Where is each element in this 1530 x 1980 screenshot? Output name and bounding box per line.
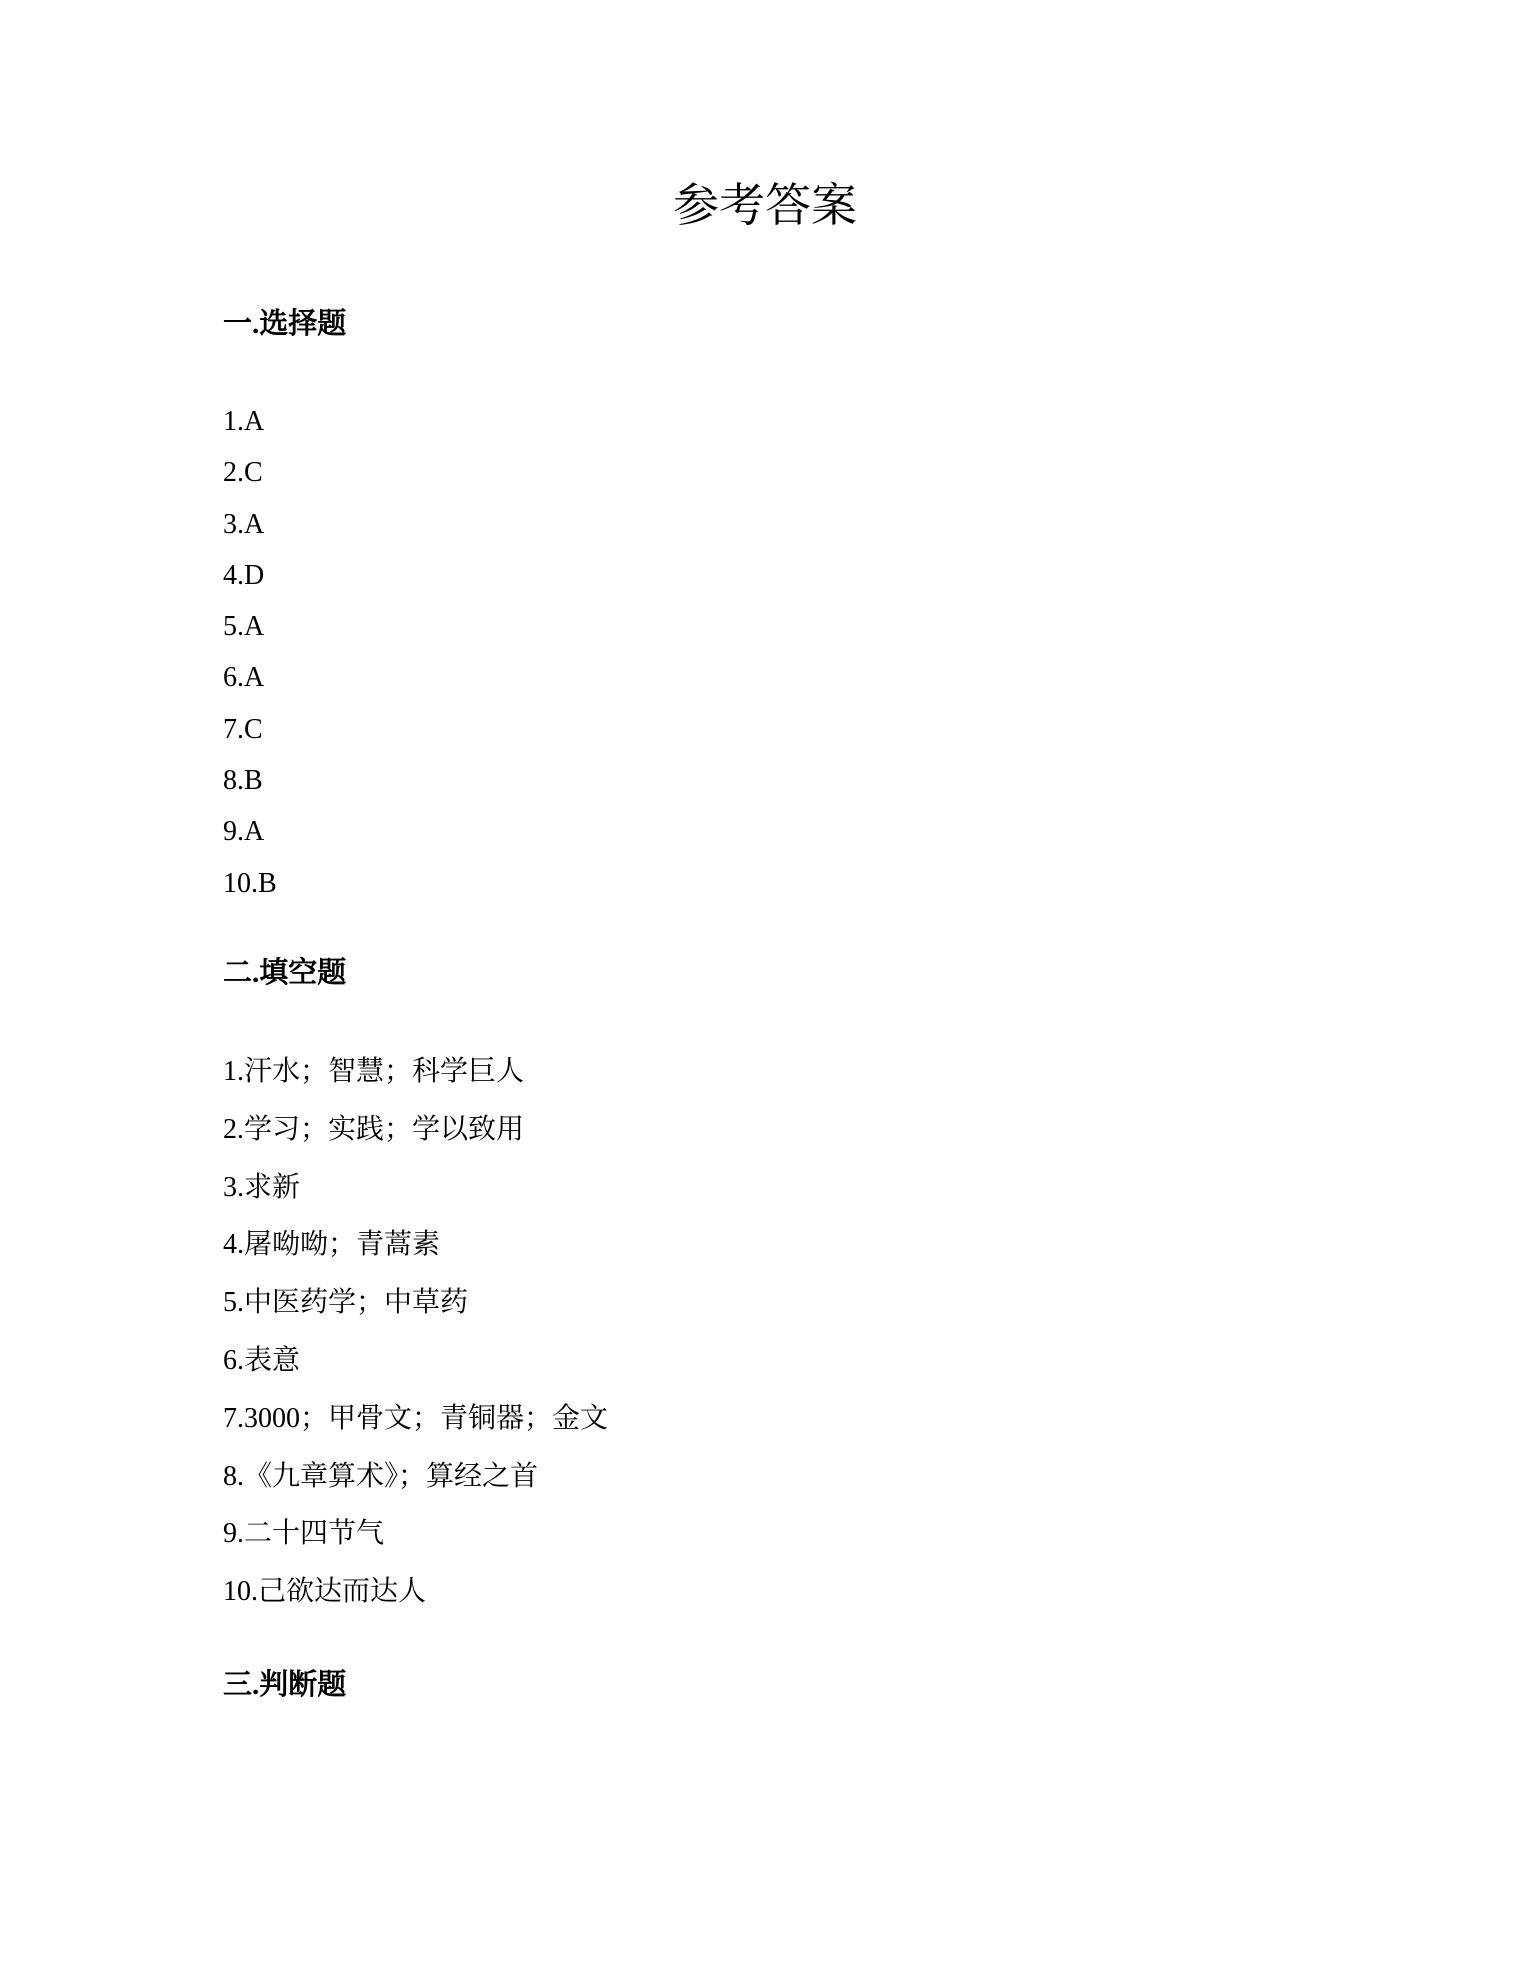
section-heading-fill-in-blank: 二.填空题	[223, 957, 347, 989]
list-item: 5.A	[223, 611, 265, 643]
list-item: 3.A	[223, 508, 265, 540]
list-item: 9.二十四节气	[223, 1518, 385, 1550]
list-item: 4.屠呦呦；青蒿素	[223, 1229, 441, 1261]
page-title: 参考答案	[673, 180, 857, 231]
section-heading-true-false: 三.判断题	[223, 1669, 347, 1701]
section-heading-multiple-choice: 一.选择题	[223, 308, 347, 340]
list-item: 2.C	[223, 457, 263, 489]
fill-in-blank-answer-list	[223, 1054, 608, 1632]
list-item: 8.B	[223, 765, 263, 797]
multiple-choice-answer-list	[223, 404, 277, 917]
list-item: 3.求新	[223, 1171, 301, 1203]
list-item: 9.A	[223, 816, 265, 848]
list-item: 2.学习；实践；学以致用	[223, 1113, 525, 1145]
list-item: 4.D	[223, 559, 265, 591]
list-item: 1.A	[223, 406, 265, 437]
list-item: 6.表意	[223, 1344, 301, 1376]
list-item: 1.汗水；智慧；科学巨人	[223, 1056, 525, 1087]
list-item: 5.中医药学；中草药	[223, 1287, 469, 1319]
list-item: 7.C	[223, 713, 263, 745]
list-item: 8.《九章算术》；算经之首	[223, 1460, 539, 1492]
list-item: 6.A	[223, 662, 265, 694]
list-item: 10.己欲达而达人	[223, 1576, 427, 1608]
list-item: 7.3000；甲骨文；青铜器；金文	[223, 1402, 609, 1434]
list-item: 10.B	[223, 867, 277, 899]
